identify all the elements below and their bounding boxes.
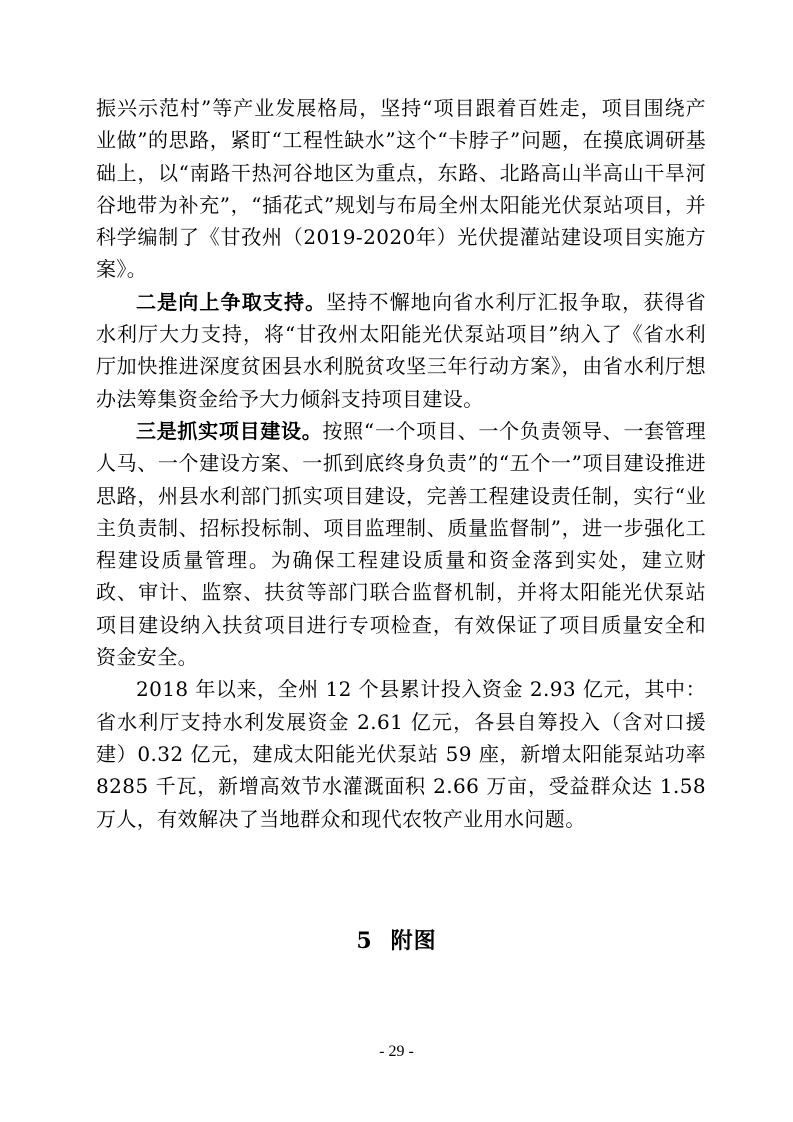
paragraph-continuation	[96, 92, 706, 286]
paragraph-lead: 二是向上争取支持。	[136, 289, 327, 314]
page-number: - 29 -	[379, 1043, 414, 1060]
paragraph-text: 按照“一个项目、一个负责领导、一套管理人马、一个建设方案、一抓到底终身负责”的“五个一”项目建设推进思路，州县水利部门抓实项目建设，完善工程建设责任制，实行“业主负责制、招标投标制、项目监理制、质量监督制”，进一步强化工程建设质量管理。为确保工程建设质量和资金落到实处，建立财政、审计、监察、扶贫等部门联合监督机制，并将太阳能光伏泵站项目建设纳入扶贫项目进行专项检查，有效保证了项目质量安全和资金安全。	[96, 418, 707, 670]
section-number: 5	[356, 928, 373, 954]
paragraph-text: 坚持不懈地向省水利厅汇报争取，获得省水利厅大力支持，将“甘孜州太阳能光伏泵站项目”纳入了《省水利厅加快推进深度贫困县水利脱贫攻坚三年行动方案》，由省水利厅想办法筹集资金给予大力倾斜支持项目建设。	[96, 289, 706, 411]
body-text	[96, 92, 706, 835]
paragraph-text: 振兴示范村”等产业发展格局，坚持“项目跟着百姓走，项目围绕产业做”的思路，紧盯“工程性缺水”这个“卡脖子”问题，在摸底调研基础上，以“南路干热河谷地区为重点，东路、北路高山半高山干旱河谷地带为补充”，“插花式”规划与布局全州太阳能光伏泵站项目，并科学编制了《甘孜州（2019-2020年）光伏提灌站建设项目实施方案》。	[96, 96, 706, 282]
paragraph-project-construction	[96, 415, 706, 673]
paragraph-text: 2018 年以来，全州 12 个县累计投入资金 2.93 亿元，其中：省水利厅支持水利发展资金 2.61 亿元，各县自筹投入（含对口援建）0.32 亿元，建成太阳能光伏泵站 59 座，新增太阳能泵站功率 8285 千瓦，新增高效节水灌溉面积 2.66 万亩，受益群众达 1.58 万人，有效解决了当地群众和现代农牧产业用水问题。	[96, 677, 706, 831]
section-title: 附图	[390, 928, 437, 954]
paragraph-lead: 三是抓实项目建设。	[136, 418, 323, 443]
section-heading	[0, 924, 793, 955]
paragraph-upward-support	[96, 286, 706, 415]
paragraph-investment-summary	[96, 673, 706, 834]
